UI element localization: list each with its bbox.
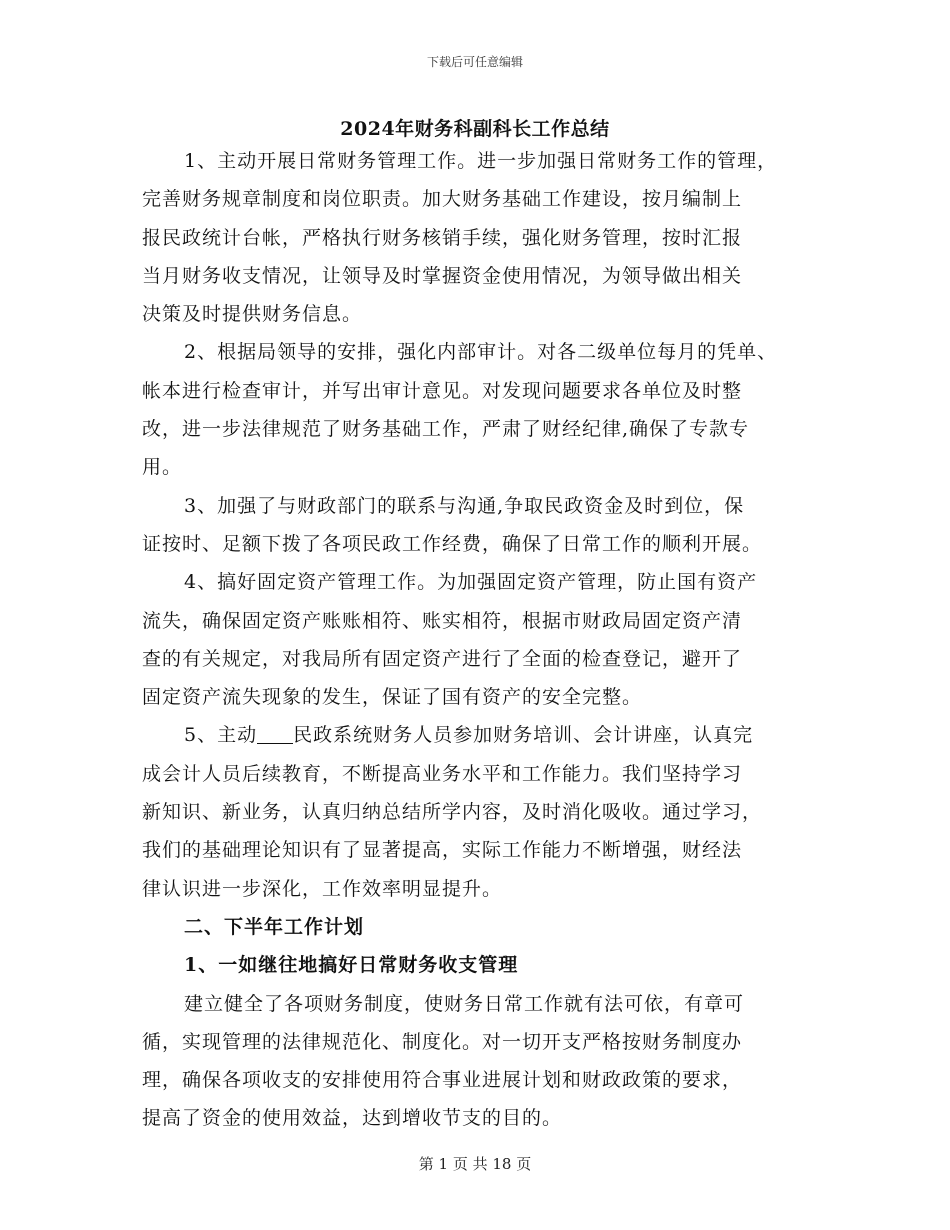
text-line: 报民政统计台帐，严格执行财务核销手续，强化财务管理，按时汇报 (142, 226, 743, 249)
text-line: 成会计人员后续教育，不断提高业务水平和工作能力。我们坚持学习 (142, 762, 743, 785)
text-line: 固定资产流失现象的发生，保证了国有资产的安全完整。 (142, 686, 643, 709)
text-line: 改，进一步法律规范了财务基础工作，严肃了财经纪律,确保了专款专 (142, 418, 750, 441)
text-line: 帐本进行检查审计，并写出审计意见。对发现问题要求各单位及时整 (142, 379, 743, 402)
text-line: 理，确保各项收支的安排使用符合事业进展计划和财政政策的要求， (142, 1069, 743, 1092)
subsection-heading: 1、一如继往地搞好日常财务收支管理 (184, 954, 519, 977)
paragraph-2 (142, 333, 822, 486)
paragraph-5 (142, 716, 822, 907)
text-line: 4、搞好固定资产管理工作。为加强固定资产管理，防止国有资产 (184, 571, 758, 594)
document-body (142, 142, 822, 1138)
section-heading: 二、下半年工作计划 (184, 915, 365, 938)
text-line: 完善财务规章制度和岗位职责。加大财务基础工作建设，按月编制上 (142, 188, 743, 211)
document-title: 2024年财务科副科长工作总结 (340, 118, 610, 140)
text-line: 循，实现管理的法律规范化、制度化。对一切开支严格按财务制度办 (142, 1030, 743, 1053)
text-line: 1、主动开展日常财务管理工作。进一步加强日常财务工作的管理， (184, 150, 778, 172)
text-line: 证按时、足额下拨了各项民政工作经费，确保了日常工作的顺利开展。 (142, 532, 763, 555)
text-line: 提高了资金的使用效益，达到增收节支的目的。 (142, 1107, 563, 1130)
paragraph-1 (142, 142, 822, 333)
text-line: 律认识进一步深化，工作效率明显提升。 (142, 877, 503, 900)
paragraph-3 (142, 487, 822, 564)
text-line (142, 716, 822, 754)
text-line: 我们的基础理论知识有了显著提高，实际工作能力不断增强，财经法 (142, 839, 743, 862)
text-line: 查的有关规定，对我局所有固定资产进行了全面的检查登记，避开了 (142, 647, 743, 670)
paragraph-6 (142, 985, 822, 1138)
text-line: 流失，确保固定资产账账相符、账实相符，根据市财政局固定资产清 (142, 609, 743, 632)
header-note: 下载后可任意编辑 (426, 55, 523, 69)
text-line: 决策及时提供财务信息。 (142, 303, 363, 326)
text-line: 建立健全了各项财务制度，使财务日常工作就有法可依，有章可 (184, 992, 745, 1015)
text-line: 2、根据局领导的安排，强化内部审计。对各二级单位每月的凭单、 (184, 341, 778, 364)
text-fragment: 5、主动 (184, 724, 258, 747)
text-fragment: 民政系统财务人员参加财务培训、会计讲座，认真完 (293, 724, 754, 747)
fill-in-blank (257, 724, 293, 744)
text-line: 3、加强了与财政部门的联系与沟通,争取民政资金及时到位，保 (184, 494, 745, 517)
page-footer: 第 1 页 共 18 页 (418, 1155, 532, 1173)
paragraph-4 (142, 563, 822, 716)
text-line: 当月财务收支情况，让领导及时掌握资金使用情况，为领导做出相关 (142, 264, 743, 287)
text-line: 新知识、新业务，认真归纳总结所学内容，及时消化吸收。通过学习， (142, 801, 763, 824)
text-line: 用。 (142, 456, 183, 479)
